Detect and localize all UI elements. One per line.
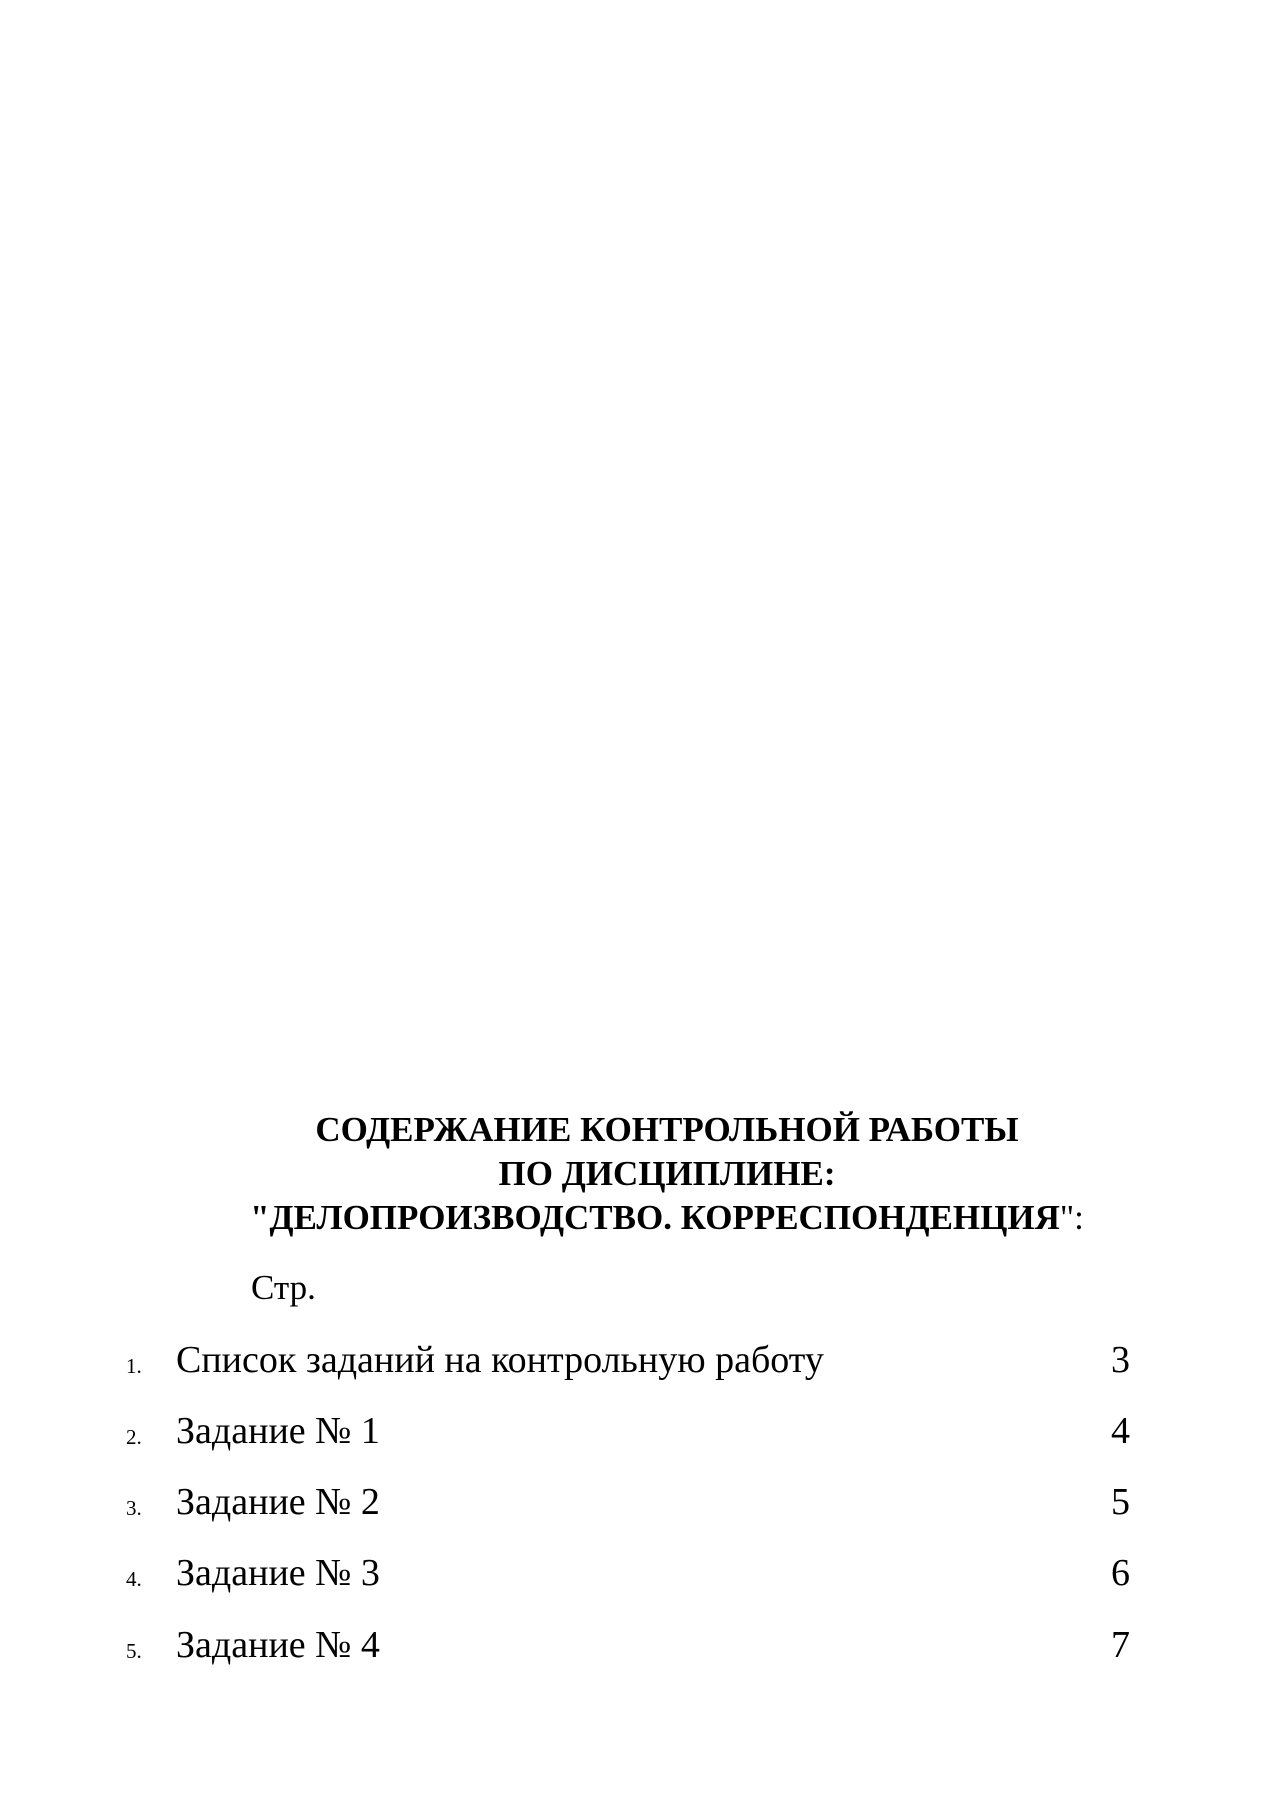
toc-item-label: Задание № 2 [176, 1481, 380, 1523]
title-line-2: ПО ДИСЦИПЛИНЕ: [498, 1154, 836, 1193]
toc-item-page: 3 [1111, 1339, 1130, 1381]
toc-item-number: 5. [126, 1639, 142, 1663]
title-line-3-main: "ДЕЛОПРОИЗВОДСТВО. КОРРЕСПОНДЕНЦИЯ [250, 1198, 1060, 1237]
toc-item-label: Задание № 3 [176, 1552, 380, 1594]
page-column-header: Стр. [251, 1268, 316, 1307]
toc-item-number: 1. [126, 1354, 142, 1378]
toc-item-page: 5 [1111, 1481, 1130, 1523]
toc-item-number: 4. [126, 1567, 142, 1591]
toc-item-label: Задание № 1 [176, 1410, 380, 1452]
toc-item-number: 3. [126, 1496, 142, 1520]
document-title [0, 1108, 1280, 1240]
toc-item-1 [0, 1336, 1280, 1407]
toc-item-page: 7 [1111, 1624, 1130, 1666]
title-line-3-tail: ": [1059, 1198, 1084, 1237]
toc-item-label: Список заданий на контрольную работу [176, 1339, 824, 1381]
toc-item-number: 2. [126, 1425, 142, 1449]
title-line-3 [0, 1196, 1280, 1240]
toc-item-5 [0, 1621, 1280, 1692]
toc-item-label: Задание № 4 [176, 1624, 380, 1666]
toc-item-4 [0, 1549, 1280, 1620]
toc-item-page: 4 [1111, 1410, 1130, 1452]
toc-item-2 [0, 1407, 1280, 1478]
toc-item-3 [0, 1478, 1280, 1549]
title-line-1: СОДЕРЖАНИЕ КОНТРОЛЬНОЙ РАБОТЫ [315, 1110, 1019, 1149]
toc-item-page: 6 [1111, 1552, 1130, 1594]
